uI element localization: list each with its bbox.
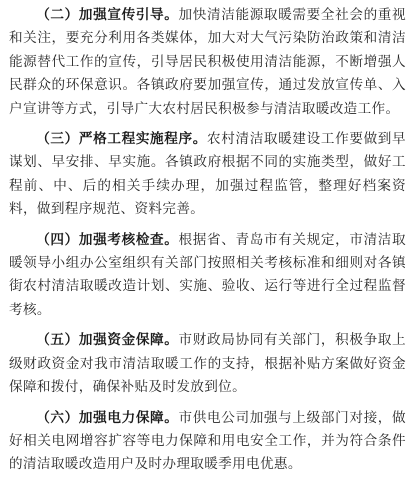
section-implementation: [9, 128, 406, 222]
section-body: 根据省、青岛市有关规定，市清洁取暖领导小组办公室组织有关部门按照相关考核标准和细则对各镇街农村清洁取暖改造计划、实施、验收、运行等进行全过程监督考核。: [9, 231, 406, 318]
section-heading: （六）加强电力保障。: [36, 409, 179, 426]
section-heading: （四）加强考核检查。: [36, 231, 179, 248]
section-assessment: [9, 229, 406, 323]
section-body: 市供电公司加强与上级部门对接，做好相关电网增容扩容等电力保障和用电安全工作，并为符合条件的清洁取暖改造用户及时办理取暖季用电优惠。: [9, 409, 406, 473]
section-heading: （二）加强宣传引导。: [36, 7, 179, 23]
section-heading: （三）严格工程实施程序。: [36, 131, 207, 148]
section-body: 农村清洁取暖建设工作要做到早谋划、早安排、早实施。各镇政府根据不同的实施类型，做好工程前、中、后的相关手续办理，加强过程监管，整理好档案资料，做到程序规范、资料完善。: [9, 131, 406, 218]
section-publicity: [9, 4, 406, 121]
section-funding: [9, 329, 406, 399]
section-body: 市财政局协同有关部门，积极争取上级财政资金对我市清洁取暖工作的支持，根据补贴方案做好资金保障和拨付，确保补贴及时发放到位。: [9, 332, 406, 396]
section-heading: （五）加强资金保障。: [36, 332, 179, 349]
section-body: 加快清洁能源取暖需要全社会的重视和关注，要充分利用各类媒体，加大对大气污染防治政策和清洁能源替代工作的宣传，引导居民积极使用清洁能源，不断增强人民群众的环保意识。各镇政府要加强宣传，通过发放宣传单、入户宣讲等方式，引导广大农村居民积极参与清洁取暖改造工作。: [9, 7, 406, 117]
section-power: [9, 407, 406, 477]
